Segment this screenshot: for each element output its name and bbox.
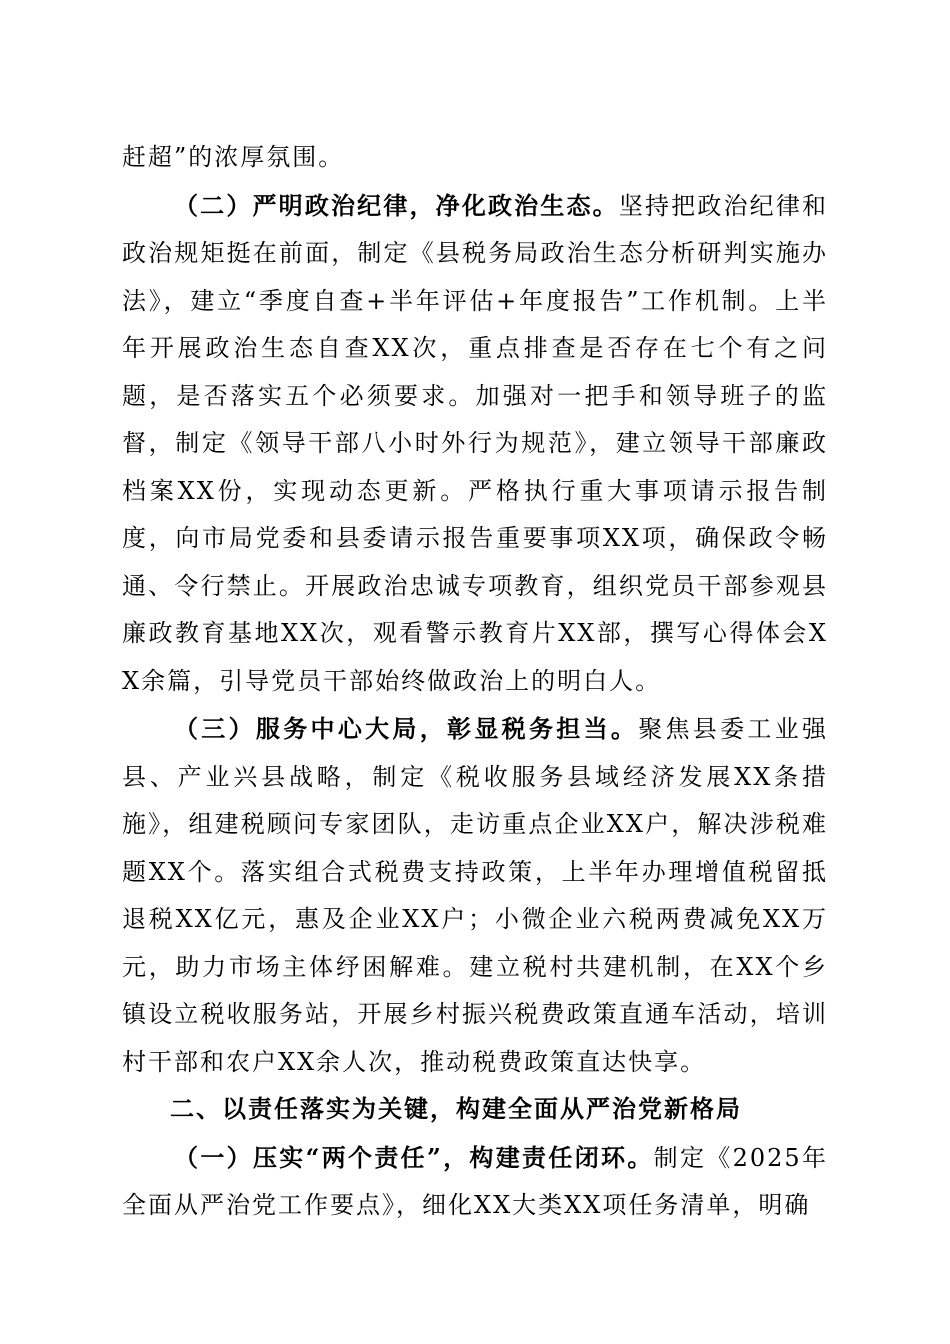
document-body bbox=[122, 134, 828, 1230]
paragraph-continuation bbox=[122, 134, 828, 182]
paragraph-text: 赶超”的浓厚氛围。 bbox=[122, 143, 345, 171]
section-heading: 二、以责任落实为关键，构建全面从严治党新格局 bbox=[170, 1095, 742, 1123]
paragraph-text: 聚焦县委工业强县、产业兴县战略，制定《税收服务县域经济发展XX条措施》，组建税顾问专家团队，走访重点企业XX户，解决涉税难题XX个。落实组合式税费支持政策，上半年办理增值税留抵退税XX亿元，惠及企业XX户；小微企业六税两费减免XX万元，助力市场主体纾困解难。建立税村共建机制，在XX个乡镇设立税收服务站，开展乡村振兴税费政策直通车活动，培训村干部和农户XX余人次，推动税费政策直达快享。 bbox=[122, 715, 829, 1076]
paragraph-serve-overall bbox=[122, 705, 828, 1086]
paragraph-two-responsibilities bbox=[122, 1134, 828, 1230]
paragraph-political-discipline bbox=[122, 182, 828, 706]
paragraph-text: 坚持把政治纪律和政治规矩挺在前面，制定《县税务局政治生态分析研判实施办法》，建立“季度自查+半年评估+年度报告”工作机制。上半年开展政治生态自查XX次，重点排查是否存在七个有之问题，是否落实五个必须要求。加强对一把手和领导班子的监督，制定《领导干部八小时外行为规范》，建立领导干部廉政档案XX份，实现动态更新。严格执行重大事项请示报告制度，向市局党委和县委请示报告重要事项XX项，确保政令畅通、令行禁止。开展政治忠诚专项教育，组织党员干部参观县廉政教育基地XX次，观看警示教育片XX部，撰写心得体会XX余篇，引导党员干部始终做政治上的明白人。 bbox=[122, 191, 829, 695]
paragraph-lead: （二）严明政治纪律，净化政治生态。 bbox=[174, 190, 619, 220]
paragraph-lead: （三）服务中心大局，彰显税务担当。 bbox=[174, 714, 639, 743]
paragraph-text: 制定《2025年全面从严治党工作要点》，细化XX大类XX项任务清单，明确 bbox=[122, 1143, 829, 1219]
paragraph-lead: （一）压实“两个责任”，构建责任闭环。 bbox=[174, 1142, 654, 1172]
